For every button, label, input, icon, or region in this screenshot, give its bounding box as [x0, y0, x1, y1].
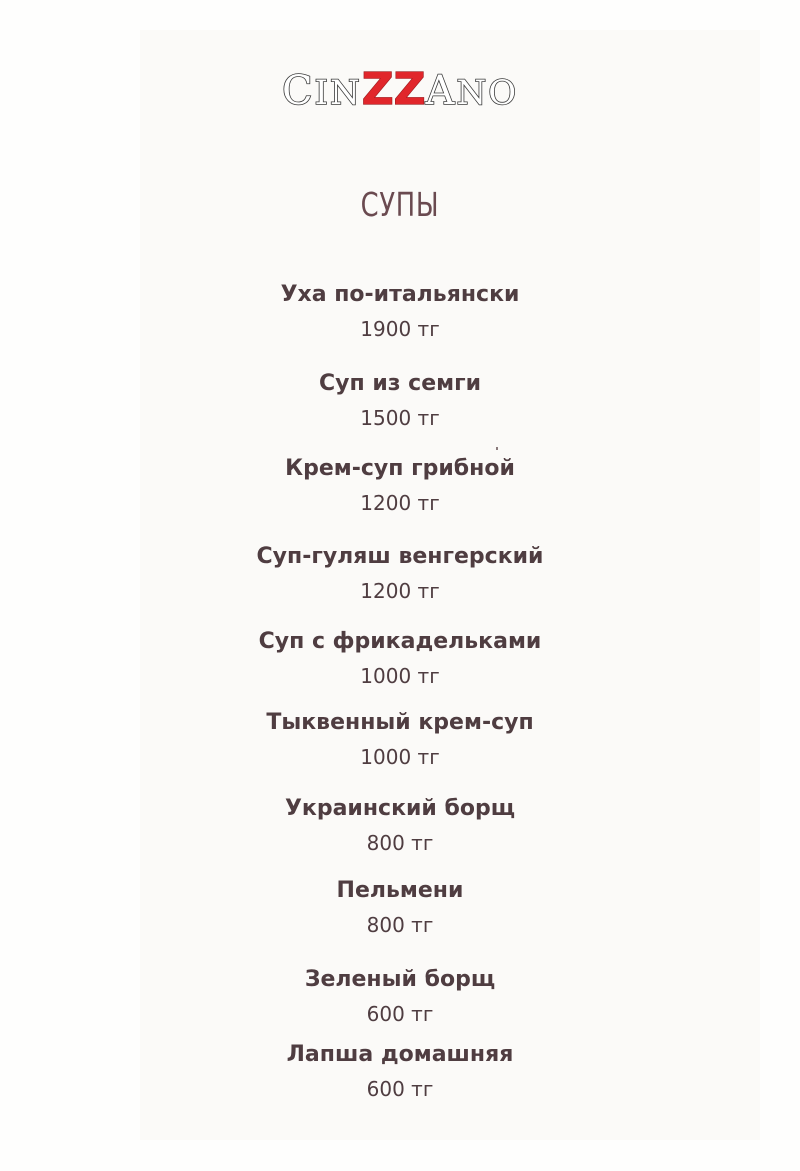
menu-item-name: Суп из семги: [318, 371, 482, 396]
menu-item: [0, 280, 800, 344]
menu-item: [0, 876, 800, 940]
menu-item: [0, 708, 800, 772]
menu-item-name: Суп-гуляш венгерский: [256, 544, 544, 569]
menu-item-name: Пельмени: [336, 878, 464, 903]
menu-item-price: 1000 тг: [360, 664, 440, 688]
logo-letters-no: NO: [456, 73, 519, 113]
logo-letter-c: C: [281, 68, 315, 114]
paper-speck: [496, 447, 498, 450]
menu-item-name: Лапша домашняя: [286, 1042, 514, 1067]
menu-item: [0, 1040, 800, 1104]
menu-item-name: Уха по-итальянски: [280, 282, 520, 307]
logo-letters-zz: ZZ: [361, 64, 426, 115]
menu-item-price: 1900 тг: [360, 317, 440, 341]
menu-item: [0, 454, 800, 518]
menu-item-price: 1200 тг: [360, 491, 440, 515]
menu-item-name: Суп с фрикадельками: [258, 629, 542, 654]
menu-item-name: Тыквенный крем-суп: [266, 710, 534, 735]
menu-item-price: 800 тг: [366, 913, 434, 937]
menu-item: [0, 369, 800, 433]
section-title: СУПЫ: [360, 185, 440, 224]
menu-item-name: Зеленый борщ: [304, 967, 496, 992]
menu-item: [0, 794, 800, 858]
menu-item-name: Крем-суп грибной: [285, 456, 515, 481]
menu-item: [0, 965, 800, 1029]
menu-item-price: 1200 тг: [360, 579, 440, 603]
menu-item-price: 800 тг: [366, 831, 434, 855]
brand-logo: [0, 64, 800, 115]
logo-letter-a: A: [425, 68, 457, 114]
menu-item: [0, 627, 800, 691]
menu-item-price: 1500 тг: [360, 406, 440, 430]
menu-item-price: 600 тг: [366, 1077, 434, 1101]
menu-item-price: 1000 тг: [360, 745, 440, 769]
menu-item-name: Украинский борщ: [284, 796, 516, 821]
menu-item: [0, 542, 800, 606]
menu-item-price: 600 тг: [366, 1002, 434, 1026]
logo-letters-in: IN: [314, 73, 362, 113]
